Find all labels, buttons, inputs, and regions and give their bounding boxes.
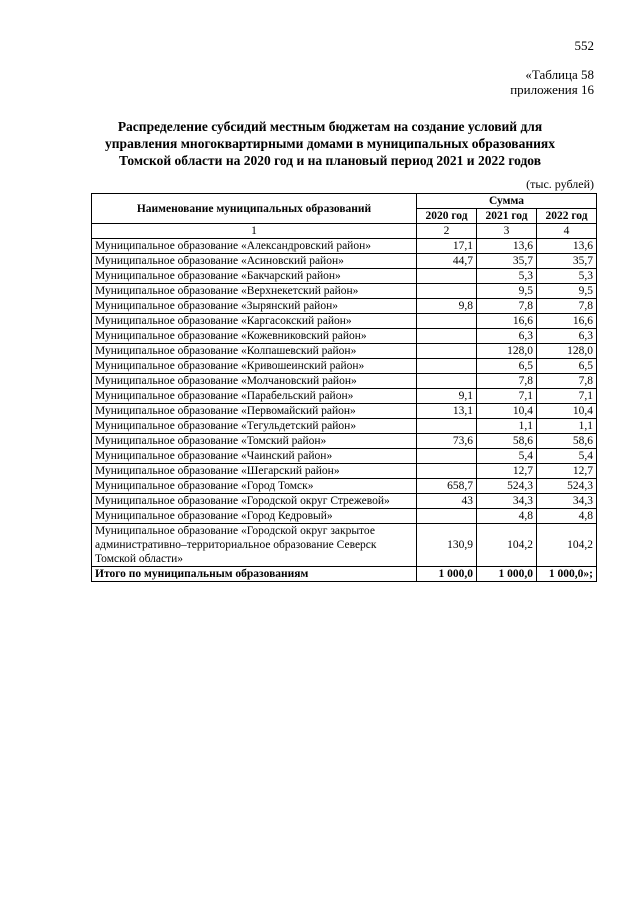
value-2020 (417, 344, 477, 359)
table-row (92, 269, 597, 284)
municipality-name: Муниципальное образование «Зырянский район» (92, 299, 417, 314)
value-2022: 13,6 (537, 239, 597, 254)
value-2020: 73,6 (417, 434, 477, 449)
table-row (92, 374, 597, 389)
value-2020 (417, 329, 477, 344)
value-2021: 524,3 (477, 479, 537, 494)
value-2020 (417, 449, 477, 464)
column-number: 2 (417, 224, 477, 239)
table-row (92, 359, 597, 374)
value-2022: 16,6 (537, 314, 597, 329)
column-number: 4 (537, 224, 597, 239)
value-2021: 1,1 (477, 419, 537, 434)
table-row (92, 449, 597, 464)
value-2020 (417, 359, 477, 374)
value-2020 (417, 464, 477, 479)
value-2022: 4,8 (537, 509, 597, 524)
value-2021: 58,6 (477, 434, 537, 449)
value-2021: 5,4 (477, 449, 537, 464)
title-line-3: Томской области на 2020 год и на плановый период 2021 и 2022 годов (118, 153, 542, 168)
municipality-name: Муниципальное образование «Город Кедровый» (92, 509, 417, 524)
value-2020: 9,8 (417, 299, 477, 314)
table-row (92, 284, 597, 299)
table-row (92, 419, 597, 434)
municipality-name: Муниципальное образование «Кривошеинский район» (92, 359, 417, 374)
value-2021: 34,3 (477, 494, 537, 509)
value-2022: 6,3 (537, 329, 597, 344)
municipality-name: Муниципальное образование «Парабельский район» (92, 389, 417, 404)
value-2020: 130,9 (417, 524, 477, 567)
value-2021: 5,3 (477, 269, 537, 284)
value-2021: 35,7 (477, 254, 537, 269)
column-number: 1 (92, 224, 417, 239)
value-2022: 34,3 (537, 494, 597, 509)
value-2021: 9,5 (477, 284, 537, 299)
table-ref-line-2: приложения 16 (510, 82, 594, 97)
table-row (92, 509, 597, 524)
value-2022: 9,5 (537, 284, 597, 299)
total-label: Итого по муниципальным образованиям (92, 567, 417, 582)
table-row (92, 494, 597, 509)
value-2020: 17,1 (417, 239, 477, 254)
subsidy-table (91, 193, 597, 582)
unit-note: (тыс. рублей) (526, 177, 594, 191)
header-year-2020: 2020 год (417, 209, 477, 224)
municipality-name: Муниципальное образование «Городской округ закрытое административно–территориальное образование Северск Томской области» (92, 524, 417, 567)
value-2020: 658,7 (417, 479, 477, 494)
municipality-name: Муниципальное образование «Асиновский район» (92, 254, 417, 269)
table-row (92, 239, 597, 254)
column-number-row (92, 224, 597, 239)
municipality-name: Муниципальное образование «Верхнекетский район» (92, 284, 417, 299)
value-2022: 524,3 (537, 479, 597, 494)
municipality-name: Муниципальное образование «Томский район» (92, 434, 417, 449)
value-2022: 12,7 (537, 464, 597, 479)
table-row (92, 479, 597, 494)
municipality-name: Муниципальное образование «Молчановский район» (92, 374, 417, 389)
value-2022: 104,2 (537, 524, 597, 567)
title-line-1: Распределение субсидий местным бюджетам на создание условий для (117, 119, 543, 134)
municipality-name: Муниципальное образование «Александровский район» (92, 239, 417, 254)
table-row (92, 389, 597, 404)
value-2020 (417, 269, 477, 284)
value-2021: 104,2 (477, 524, 537, 567)
table-ref-line-1: «Таблица 58 (525, 67, 594, 82)
municipality-name: Муниципальное образование «Каргасокский район» (92, 314, 417, 329)
value-2022: 128,0 (537, 344, 597, 359)
value-2022: 7,8 (537, 374, 597, 389)
table-row (92, 344, 597, 359)
value-2020: 13,1 (417, 404, 477, 419)
value-2022: 10,4 (537, 404, 597, 419)
table-row (92, 314, 597, 329)
total-row (92, 567, 597, 582)
total-2021: 1 000,0 (477, 567, 537, 582)
value-2021: 16,6 (477, 314, 537, 329)
value-2021: 4,8 (477, 509, 537, 524)
municipality-name: Муниципальное образование «Кожевниковский район» (92, 329, 417, 344)
table-row (92, 254, 597, 269)
municipality-name: Муниципальное образование «Бакчарский район» (92, 269, 417, 284)
municipality-name: Муниципальное образование «Город Томск» (92, 479, 417, 494)
title-line-2: управления многоквартирными домами в муниципальных образованиях (105, 136, 555, 151)
value-2022: 5,4 (537, 449, 597, 464)
municipality-name: Муниципальное образование «Чаинский район» (92, 449, 417, 464)
table-row (92, 329, 597, 344)
table-row (92, 434, 597, 449)
value-2022: 7,1 (537, 389, 597, 404)
value-2021: 7,1 (477, 389, 537, 404)
value-2022: 7,8 (537, 299, 597, 314)
value-2020 (417, 509, 477, 524)
header-year-2022: 2022 год (537, 209, 597, 224)
document-title (60, 118, 600, 169)
table-row (92, 524, 597, 567)
value-2020: 44,7 (417, 254, 477, 269)
value-2021: 7,8 (477, 299, 537, 314)
table-row (92, 299, 597, 314)
municipality-name: Муниципальное образование «Колпашевский район» (92, 344, 417, 359)
value-2021: 7,8 (477, 374, 537, 389)
header-sum: Сумма (417, 194, 597, 209)
value-2022: 35,7 (537, 254, 597, 269)
municipality-name: Муниципальное образование «Городской округ Стрежевой» (92, 494, 417, 509)
value-2021: 13,6 (477, 239, 537, 254)
table-body (92, 239, 597, 567)
page-number: 552 (574, 38, 594, 53)
value-2020 (417, 314, 477, 329)
header-row-1 (92, 194, 597, 209)
total-2022: 1 000,0»; (537, 567, 597, 582)
value-2022: 5,3 (537, 269, 597, 284)
value-2021: 6,3 (477, 329, 537, 344)
value-2020 (417, 374, 477, 389)
value-2022: 6,5 (537, 359, 597, 374)
municipality-name: Муниципальное образование «Тегульдетский район» (92, 419, 417, 434)
total-2020: 1 000,0 (417, 567, 477, 582)
value-2020: 43 (417, 494, 477, 509)
table-reference (510, 67, 594, 97)
table-row (92, 464, 597, 479)
value-2021: 12,7 (477, 464, 537, 479)
header-year-2021: 2021 год (477, 209, 537, 224)
value-2021: 10,4 (477, 404, 537, 419)
value-2020: 9,1 (417, 389, 477, 404)
table-row (92, 404, 597, 419)
value-2022: 1,1 (537, 419, 597, 434)
column-number: 3 (477, 224, 537, 239)
value-2021: 6,5 (477, 359, 537, 374)
value-2020 (417, 419, 477, 434)
header-name: Наименование муниципальных образований (92, 194, 417, 224)
value-2022: 58,6 (537, 434, 597, 449)
value-2021: 128,0 (477, 344, 537, 359)
value-2020 (417, 284, 477, 299)
municipality-name: Муниципальное образование «Шегарский район» (92, 464, 417, 479)
municipality-name: Муниципальное образование «Первомайский район» (92, 404, 417, 419)
